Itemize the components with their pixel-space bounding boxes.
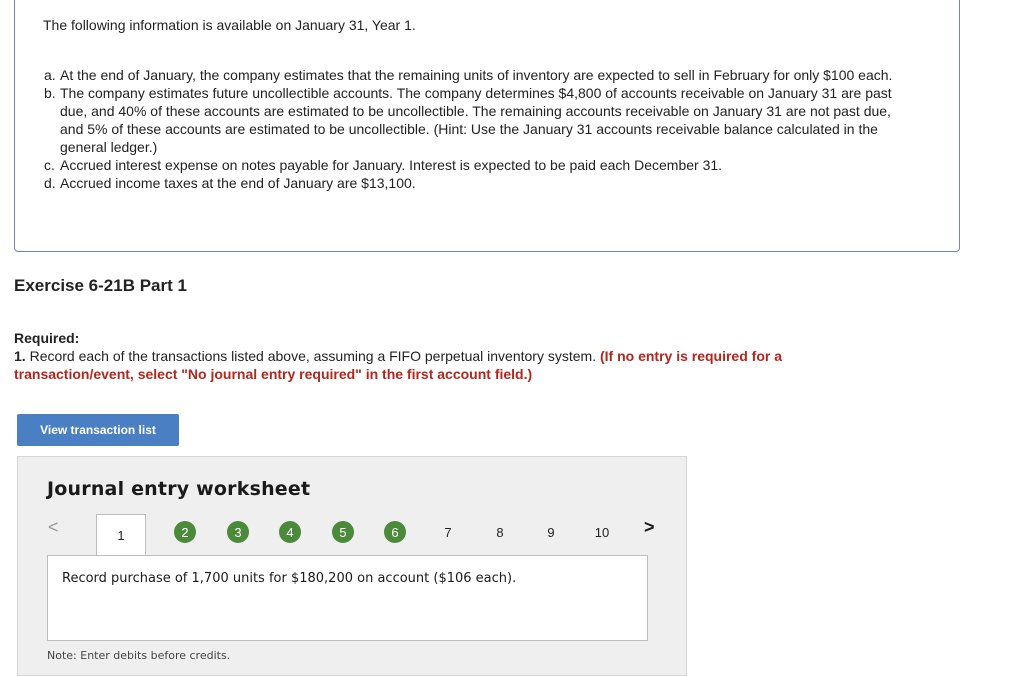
required-note: (If no entry is required for a transaction/event, select "No journal entry required" in the first account field.) <box>14 348 782 382</box>
tab-7[interactable]: 7 <box>444 524 452 540</box>
item-letter: a. <box>44 67 56 83</box>
chevron-left-icon[interactable]: < <box>48 517 59 537</box>
required-text: Record each of the transactions listed above, assuming a FIFO perpetual inventory system. <box>25 348 600 364</box>
information-item-a <box>44 66 904 84</box>
item-letter: d. <box>44 175 56 191</box>
exercise-title: Exercise 6-21B Part 1 <box>14 276 187 295</box>
tab-5[interactable]: 5 <box>332 521 354 543</box>
information-item-d <box>44 174 904 192</box>
item-letter: c. <box>44 157 55 173</box>
tab-1[interactable]: 1 <box>96 514 146 556</box>
tab-4[interactable]: 4 <box>279 521 301 543</box>
tab-6[interactable]: 6 <box>384 521 406 543</box>
chevron-right-icon[interactable]: > <box>644 517 655 537</box>
information-item-c <box>44 156 904 174</box>
entry-description: Record purchase of 1,700 units for $180,200 on account ($106 each). <box>62 571 517 586</box>
item-text: Accrued interest expense on notes payable for January. Interest is expected to be paid each December 31. <box>60 157 723 173</box>
tab-10[interactable]: 10 <box>594 524 610 540</box>
information-item-b <box>44 84 904 156</box>
required-label: Required: <box>14 330 80 346</box>
required-number: 1. <box>14 348 26 364</box>
required-instructions <box>14 329 894 383</box>
entry-description-panel <box>47 555 648 641</box>
item-text: Accrued income taxes at the end of January are $13,100. <box>60 175 416 191</box>
worksheet-note: Note: Enter debits before credits. <box>47 649 231 662</box>
view-transaction-list-button[interactable]: View transaction list <box>17 414 179 446</box>
journal-entry-worksheet <box>17 456 687 676</box>
tab-9[interactable]: 9 <box>547 524 555 540</box>
tab-3[interactable]: 3 <box>227 521 249 543</box>
item-text: At the end of January, the company estimates that the remaining units of inventory are expected to sell in February for only $100 each. <box>60 67 893 83</box>
tab-2[interactable]: 2 <box>174 521 196 543</box>
worksheet-title: Journal entry worksheet <box>47 478 311 500</box>
required-body <box>14 347 894 383</box>
item-text: The company estimates future uncollectible accounts. The company determines $4,800 of accounts receivable on January 31 are past due, and 40% of these accounts are estimated to be uncollectible. The remaining accounts receivable on January 31 are not past due, and 5% of these accounts are estimated to be uncollectible. (Hint: Use the January 31 accounts receivable balance calculated in the general ledger.) <box>60 85 892 155</box>
information-list <box>44 66 904 192</box>
information-intro: The following information is available on January 31, Year 1. <box>43 17 416 33</box>
tab-8[interactable]: 8 <box>496 524 504 540</box>
item-letter: b. <box>44 85 56 101</box>
